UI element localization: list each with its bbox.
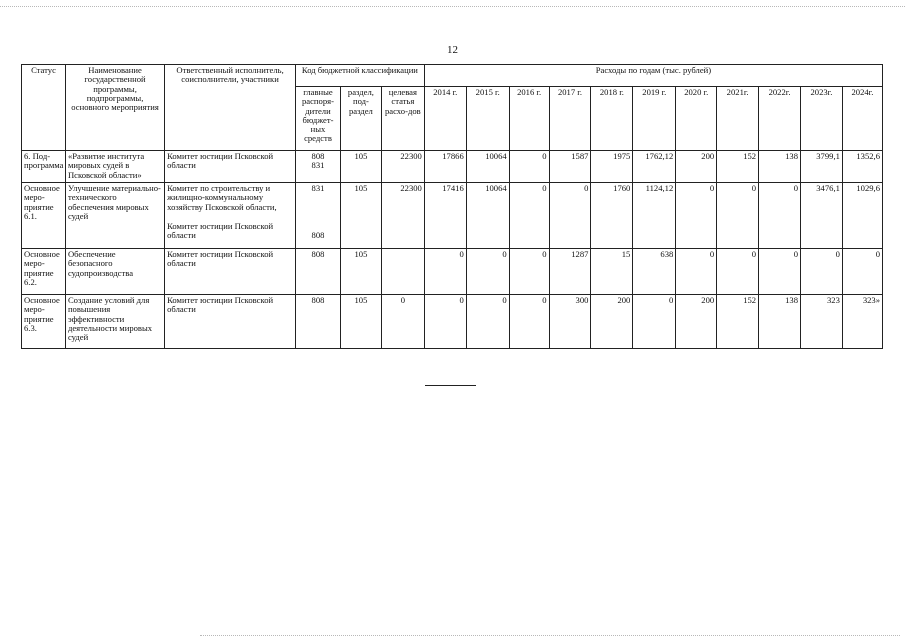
table-row [22, 151, 883, 183]
header-year: 2022г. [759, 87, 801, 151]
row-executors [165, 249, 296, 295]
year-value: 0 [717, 183, 759, 249]
year-value: 0 [466, 249, 509, 295]
year-value: 1762,12 [633, 151, 676, 183]
row-target: 0 [381, 295, 424, 349]
header-budget-code: Код бюджетной классификации [295, 65, 424, 87]
grbs-code: 831 [311, 183, 325, 193]
row-name: Улучшение материально-технического обеспечения мировых судей [65, 183, 164, 249]
header-year: 2018 г. [591, 87, 633, 151]
year-value: 0 [509, 151, 549, 183]
row-target: 22300 [381, 183, 424, 249]
row-section: 105 [340, 183, 381, 249]
year-value: 0 [509, 249, 549, 295]
year-value: 0 [759, 249, 801, 295]
year-value: 1124,12 [633, 183, 676, 249]
budget-table [21, 64, 883, 349]
row-target: 22300 [381, 151, 424, 183]
header-code-target: целевая статья расхо-дов [381, 87, 424, 151]
header-code-section: раздел, под-раздел [340, 87, 381, 151]
row-status: Основное меро-приятие 6.1. [22, 183, 66, 249]
year-value: 200 [676, 151, 717, 183]
scan-edge-top [0, 6, 905, 7]
year-value: 0 [424, 295, 466, 349]
row-section: 105 [340, 151, 381, 183]
year-value: 3799,1 [800, 151, 842, 183]
year-value: 0 [842, 249, 882, 295]
executor-text: Комитет юстиции Псковской области [167, 151, 274, 171]
year-value: 0 [676, 183, 717, 249]
header-year: 2019 г. [633, 87, 676, 151]
row-name: Обеспечение безопасного судопроизводства [65, 249, 164, 295]
year-value: 1760 [591, 183, 633, 249]
scan-edge-bottom [200, 635, 900, 636]
executor-text: Комитет по строительству и жилищно-коммунальному хозяйству Псковской области, [167, 183, 277, 212]
grbs-code: 808 [311, 295, 325, 305]
year-value: 0 [800, 249, 842, 295]
year-value: 200 [591, 295, 633, 349]
year-value: 1287 [549, 249, 591, 295]
row-name: Создание условий для повышения эффективности деятельности мировых судей [65, 295, 164, 349]
year-value: 0 [759, 183, 801, 249]
row-grbs [295, 151, 340, 183]
year-value: 1975 [591, 151, 633, 183]
year-value: 138 [759, 151, 801, 183]
year-value: 323 [800, 295, 842, 349]
year-value: 200 [676, 295, 717, 349]
year-value: 152 [717, 295, 759, 349]
executor-text: Комитет юстиции Псковской области [167, 295, 274, 315]
year-value: 152 [717, 151, 759, 183]
grbs-code: 808 [311, 151, 325, 161]
row-grbs [295, 249, 340, 295]
row-executors [165, 183, 296, 249]
year-value: 0 [633, 295, 676, 349]
year-value: 0 [509, 295, 549, 349]
header-year: 2015 г. [466, 87, 509, 151]
header-year: 2016 г. [509, 87, 549, 151]
row-status: Основное меро-приятие 6.2. [22, 249, 66, 295]
row-executors [165, 295, 296, 349]
header-executor: Ответственный исполнитель, соисполнители, участники [165, 65, 296, 151]
year-value: 10064 [466, 183, 509, 249]
header-year: 2020 г. [676, 87, 717, 151]
header-expenses: Расходы по годам (тыс. рублей) [424, 65, 882, 87]
year-value: 300 [549, 295, 591, 349]
row-target [381, 249, 424, 295]
header-year: 2017 г. [549, 87, 591, 151]
year-value: 0 [509, 183, 549, 249]
header-code-grbs: главные распоря-дители бюджет-ных средств [295, 87, 340, 151]
year-value: 0 [466, 295, 509, 349]
row-section: 105 [340, 295, 381, 349]
year-value: 3476,1 [800, 183, 842, 249]
year-value: 1029,6 [842, 183, 882, 249]
row-status: 6. Под-программа [22, 151, 66, 183]
header-year: 2014 г. [424, 87, 466, 151]
year-value: 17416 [424, 183, 466, 249]
page-number: 12 [447, 44, 458, 56]
header-year: 2023г. [800, 87, 842, 151]
row-status: Основное меро-приятие 6.3. [22, 295, 66, 349]
year-value: 138 [759, 295, 801, 349]
year-value: 17866 [424, 151, 466, 183]
year-value: 0 [424, 249, 466, 295]
header-status: Статус [22, 65, 66, 151]
table-row [22, 295, 883, 349]
executor-text: Комитет юстиции Псковской области [167, 249, 274, 269]
row-name: «Развитие института мировых судей в Псковской области» [65, 151, 164, 183]
row-executors [165, 151, 296, 183]
year-value: 0 [676, 249, 717, 295]
year-value: 638 [633, 249, 676, 295]
year-value: 0 [717, 249, 759, 295]
year-value: 15 [591, 249, 633, 295]
header-year: 2024г. [842, 87, 882, 151]
year-value: 0 [549, 183, 591, 249]
grbs-code: 808 [311, 230, 325, 241]
grbs-code: 831 [311, 160, 325, 171]
row-grbs [295, 295, 340, 349]
year-value: 1352,6 [842, 151, 882, 183]
executor-text: Комитет юстиции Псковской области [167, 220, 274, 241]
table-row [22, 183, 883, 249]
year-value: 1587 [549, 151, 591, 183]
grbs-code: 808 [311, 249, 325, 259]
header-year: 2021г. [717, 87, 759, 151]
row-section: 105 [340, 249, 381, 295]
year-value: 10064 [466, 151, 509, 183]
table-row [22, 249, 883, 295]
closing-rule [425, 385, 476, 386]
row-grbs [295, 183, 340, 249]
header-name: Наименование государственной программы, подпрограммы, основного мероприятия [65, 65, 164, 151]
year-value: 323» [842, 295, 882, 349]
